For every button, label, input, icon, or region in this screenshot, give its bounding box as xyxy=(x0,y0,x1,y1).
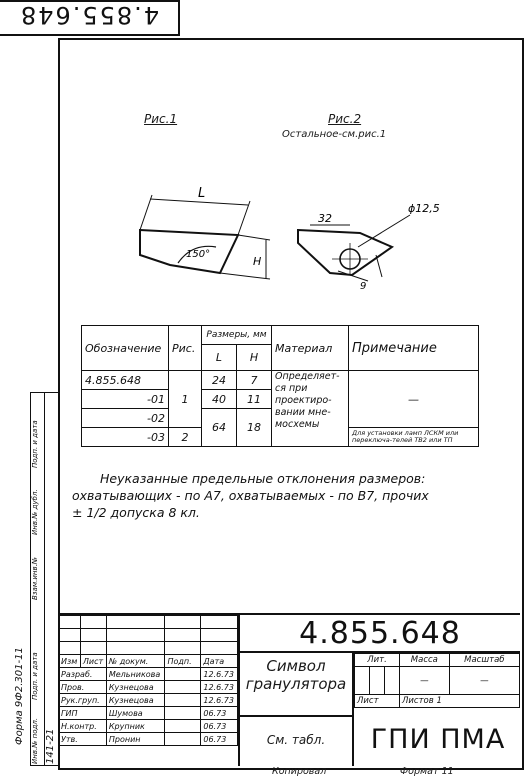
sheets-header: Листов 1 xyxy=(400,695,520,708)
signer-date: 06.73 xyxy=(201,720,238,733)
fig1-dim-angle: 150° xyxy=(186,249,211,260)
fig1-dim-H: H xyxy=(253,255,262,268)
signer-role: Рук.груп. xyxy=(59,694,107,707)
fig2-dim-offset: 9 xyxy=(360,281,367,292)
row4-designation: -03 xyxy=(82,428,169,447)
th-sizes: Размеры, мм xyxy=(202,326,272,345)
fig1-label: Рис.1 xyxy=(144,112,178,126)
signer-role: ГИП xyxy=(59,707,107,720)
sheet-header: Лист xyxy=(355,695,400,708)
side-sign-date: Подп. и дата xyxy=(31,652,39,700)
rev-h-doc: № докум. xyxy=(106,655,165,668)
scale-header: Масштаб xyxy=(449,654,519,667)
mass-value: — xyxy=(400,667,450,695)
th-H: H xyxy=(237,345,272,371)
fig2-label: Рис.2 xyxy=(328,112,362,126)
note-line1: Неуказанные предельные отклонения размеров: xyxy=(100,471,426,486)
general-note xyxy=(72,470,512,521)
row3-designation: -02 xyxy=(82,409,169,428)
note-dash: — xyxy=(349,371,479,428)
row2-L: 40 xyxy=(202,390,237,409)
title-block xyxy=(58,613,520,768)
row2-designation: -01 xyxy=(82,390,169,409)
signer-date: 12.6.73 xyxy=(201,694,238,707)
row3-L: 64 xyxy=(202,409,237,447)
th-material: Материал xyxy=(272,326,349,371)
lit-header: Лит. xyxy=(355,654,400,667)
side-form: Форма 9Ф2.301-11 xyxy=(14,647,25,745)
side-divider xyxy=(44,392,45,766)
th-L: L xyxy=(202,345,237,371)
row1-designation: 4.855.648 xyxy=(82,371,169,390)
signer-name: Шумова xyxy=(106,707,165,720)
th-note: Примечание xyxy=(349,326,479,371)
side-inv-orig: Инв.№ подл. xyxy=(31,717,39,764)
material-title: См. табл. xyxy=(266,733,326,747)
side-inv-value: 141-21 xyxy=(45,728,56,764)
footer-format: Формат 11 xyxy=(400,766,454,777)
name-line1: Символ xyxy=(266,657,326,675)
side-dup-inv: Инв.№ дубл. xyxy=(31,489,39,535)
scale-value: — xyxy=(449,667,519,695)
fig1-dim-L: L xyxy=(198,186,206,201)
th-figure: Рис. xyxy=(169,326,202,371)
figure-drawings xyxy=(120,185,460,295)
rev-h-date: Дата xyxy=(201,655,238,668)
footer-copied: Копировал xyxy=(272,766,327,777)
signer-date: 12.6.73 xyxy=(201,668,238,681)
signer-date: 06.73 xyxy=(201,733,238,746)
row1-L: 24 xyxy=(202,371,237,390)
rev-h-sign: Подп. xyxy=(165,655,201,668)
note-line3: ± 1/2 допуска 8 кл. xyxy=(72,505,200,520)
revision-table xyxy=(58,615,238,746)
name-cell xyxy=(238,653,354,715)
figure-group2: 2 xyxy=(169,428,202,447)
row2-H: 11 xyxy=(237,390,272,409)
signer-name: Пронин xyxy=(106,733,165,746)
fig2-dim-diameter: ϕ12,5 xyxy=(408,202,440,215)
th-designation: Обозначение xyxy=(82,326,169,371)
fig2-dim-width: 32 xyxy=(318,212,332,225)
figure-group1: 1 xyxy=(169,371,202,428)
material-cell: Определяет-ся при проектиро-вании мне-мосхемы xyxy=(272,371,349,447)
signer-role: Разраб. xyxy=(59,668,107,681)
note-line2: охватывающих - по А7, охватываемых - по В7, прочих xyxy=(72,488,429,503)
signer-name: Крупник xyxy=(106,720,165,733)
signer-role: Утв. xyxy=(59,733,107,746)
org-name: ГПИ ПМА xyxy=(370,724,506,755)
fig2-caption: Остальное-см.рис.1 xyxy=(282,129,387,140)
side-replace-inv: Взам.инв.№ xyxy=(31,556,39,600)
side-sign-date2: Подп. и дата xyxy=(31,420,39,468)
rev-h-list: Лист xyxy=(80,655,106,668)
name-line2: грануляторa xyxy=(245,675,347,693)
doc-number: 4.855.648 xyxy=(299,616,461,651)
signer-name: Кузнецова xyxy=(106,694,165,707)
signer-name: Мельникова xyxy=(106,668,165,681)
mass-header: Масса xyxy=(400,654,450,667)
top-stamp xyxy=(0,0,180,36)
signer-date: 06.73 xyxy=(201,707,238,720)
row3-H: 18 xyxy=(237,409,272,447)
row1-H: 7 xyxy=(237,371,272,390)
material-title-cell xyxy=(238,715,354,766)
signer-name: Кузнецова xyxy=(106,681,165,694)
signer-role: Пров. xyxy=(59,681,107,694)
doc-number-cell xyxy=(238,615,520,653)
signer-role: Н.контр. xyxy=(59,720,107,733)
signer-date: 12.6.73 xyxy=(201,681,238,694)
rev-h-izm: Изм xyxy=(59,655,81,668)
lit-table xyxy=(354,653,520,708)
note-small: Для установки ламп ЛСКМ или переключа-телей ТВ2 или ТП xyxy=(349,428,479,447)
spec-table xyxy=(81,325,479,447)
top-stamp-number: 4.855.648 xyxy=(18,1,160,29)
